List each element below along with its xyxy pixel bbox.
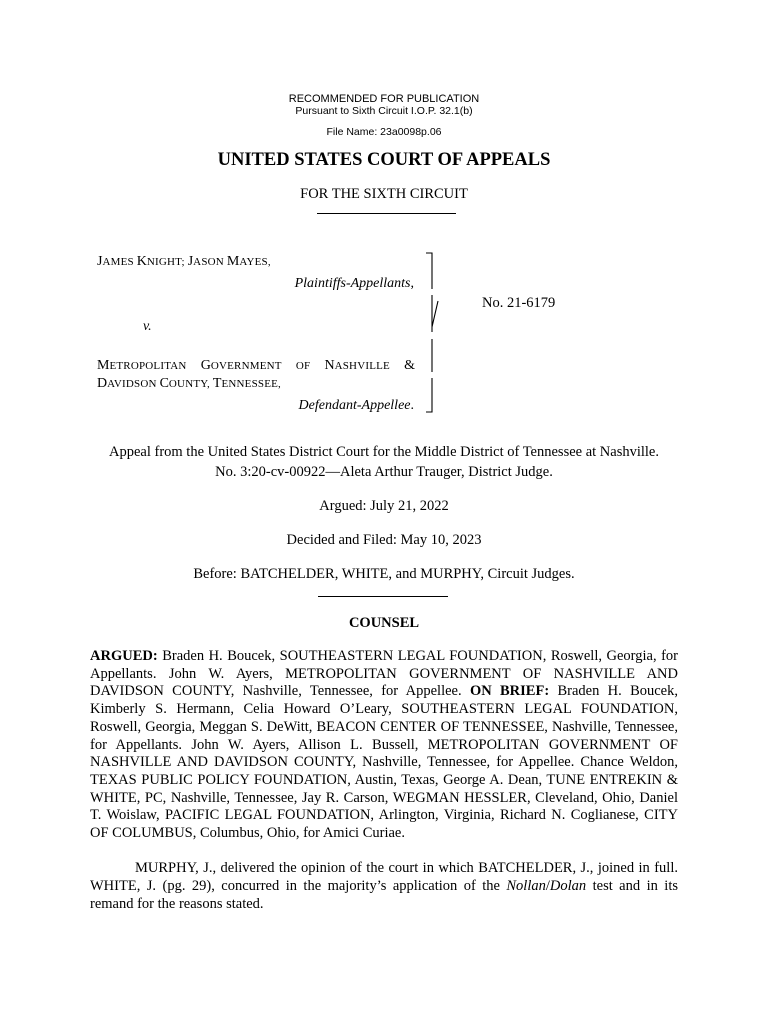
versus: v. bbox=[143, 319, 152, 334]
appeal-line-1: Appeal from the United States District Court for the Middle District of Tennessee at Nashville. bbox=[109, 444, 659, 460]
sc-cap: M bbox=[97, 358, 110, 373]
sc-cap: J bbox=[97, 254, 103, 269]
file-name: File Name: 23a0098p.06 bbox=[326, 126, 442, 138]
sc-cap: M bbox=[226, 254, 240, 269]
caption-brace-icon bbox=[425, 252, 439, 418]
sc-cap: C bbox=[159, 376, 169, 391]
decided-date: Decided and Filed: May 10, 2023 bbox=[286, 532, 482, 548]
case-number: No. 21-6179 bbox=[482, 295, 556, 311]
sc-small: OF bbox=[295, 360, 311, 372]
sc-small: NIGHT; bbox=[146, 256, 188, 268]
counsel-paragraph bbox=[90, 648, 678, 843]
nollan-case: Nollan bbox=[506, 877, 546, 894]
panel-judges: Before: BATCHELDER, WHITE, and MURPHY, Circuit Judges. bbox=[193, 566, 575, 582]
sc-cap: J bbox=[187, 254, 194, 269]
defendant-role-text: Defendant-Appellee bbox=[298, 398, 411, 413]
argued-date: Argued: July 21, 2022 bbox=[319, 498, 449, 514]
circuit-name: FOR THE SIXTH CIRCUIT bbox=[300, 186, 468, 202]
recommended-for-publication: RECOMMENDED FOR PUBLICATION bbox=[288, 93, 480, 105]
opinion-text-a: MURPHY, J., delivered the opinion of the court in which BATCHELDER, J., joined in full. WHITE, J. (pg. 29), concurred in the majority’s application of the bbox=[90, 860, 678, 894]
defendant-name-line2 bbox=[97, 375, 281, 393]
pursuant-rule: Pursuant to Sixth Circuit I.O.P. 32.1(b) bbox=[295, 105, 473, 117]
panel-divider bbox=[318, 596, 448, 597]
sc-cap: & bbox=[404, 358, 416, 373]
appeal-line-2: No. 3:20-cv-00922—Aleta Arthur Trauger, District Judge. bbox=[215, 464, 553, 480]
sc-small: ETROPOLITAN bbox=[109, 360, 187, 372]
sc-small: OVERNMENT bbox=[210, 360, 282, 372]
plaintiffs-role: Plaintiffs-Appellants, bbox=[294, 276, 414, 291]
defendant-name-line1 bbox=[97, 357, 415, 375]
argued-counsel: Braden H. Boucek, SOUTHEASTERN LEGAL FOUNDATION, Roswell, Georgia, for Appellants. John W. Ayers, METROPOLITAN GOVERNMENT OF NASHVILLE AND DAVIDSON COUNTY, Nashville, Tennessee, for Appellee. bbox=[90, 648, 678, 700]
argued-label: ARGUED: bbox=[90, 648, 158, 664]
header-divider bbox=[317, 213, 456, 214]
defendant-role: Defendant-Appellee. bbox=[298, 398, 414, 413]
sc-cap: N bbox=[324, 358, 335, 373]
sc-cap: K bbox=[136, 254, 147, 269]
sc-small: AMES bbox=[102, 256, 137, 268]
counsel-heading: COUNSEL bbox=[348, 615, 420, 631]
brief-counsel: Braden H. Boucek, Kimberly S. Hermann, Celia Howard O’Leary, SOUTHEASTERN LEGAL FOUNDATION, Roswell, Georgia, Meggan S. DeWitt, BEACON CENTER OF TENNESSEE, Nashville, Tennessee, for Appellants. John W. Ayers, Allison L. Bussell, METROPOLITAN GOVERNMENT OF NASHVILLE AND DAVIDSON COUNTY, Nashville, Tennessee, for Appellee. Chance Weldon, TEXAS PUBLIC POLICY FOUNDATION, Austin, Texas, George A. Dean, TUNE ENTREKIN & WHITE, PC, Nashville, Tennessee, Jay R. Carson, WEGMAN HESSLER, Cleveland, Ohio, Daniel T. Woislaw, PACIFIC LEGAL FOUNDATION, Arlington, Virginia, Richard N. Coglianese, CITY OF COLUMBUS, Columbus, Ohio, for Amici Curiae. bbox=[90, 683, 678, 842]
sc-small: ENNESSEE, bbox=[221, 378, 282, 390]
opinion-text-b: test and in its remand for the reasons stated. bbox=[90, 877, 678, 912]
on-brief-label: ON BRIEF: bbox=[469, 683, 550, 700]
sc-cap: G bbox=[200, 358, 211, 373]
sc-small: ASON bbox=[193, 256, 227, 268]
sc-small: ASHVILLE bbox=[334, 360, 390, 372]
plaintiffs-role-text: Plaintiffs-Appellants bbox=[294, 276, 411, 291]
sc-small: AVIDSON bbox=[107, 378, 160, 390]
plaintiffs-names bbox=[97, 253, 271, 271]
slash: / bbox=[545, 877, 550, 894]
sc-small: AYES, bbox=[239, 256, 271, 268]
sc-cap: D bbox=[97, 376, 108, 391]
opinion-paragraph bbox=[90, 860, 678, 913]
dolan-case: Dolan bbox=[549, 877, 587, 894]
court-title: UNITED STATES COURT OF APPEALS bbox=[217, 150, 551, 170]
sc-cap: T bbox=[212, 376, 222, 391]
sc-small: OUNTY, bbox=[168, 378, 213, 390]
